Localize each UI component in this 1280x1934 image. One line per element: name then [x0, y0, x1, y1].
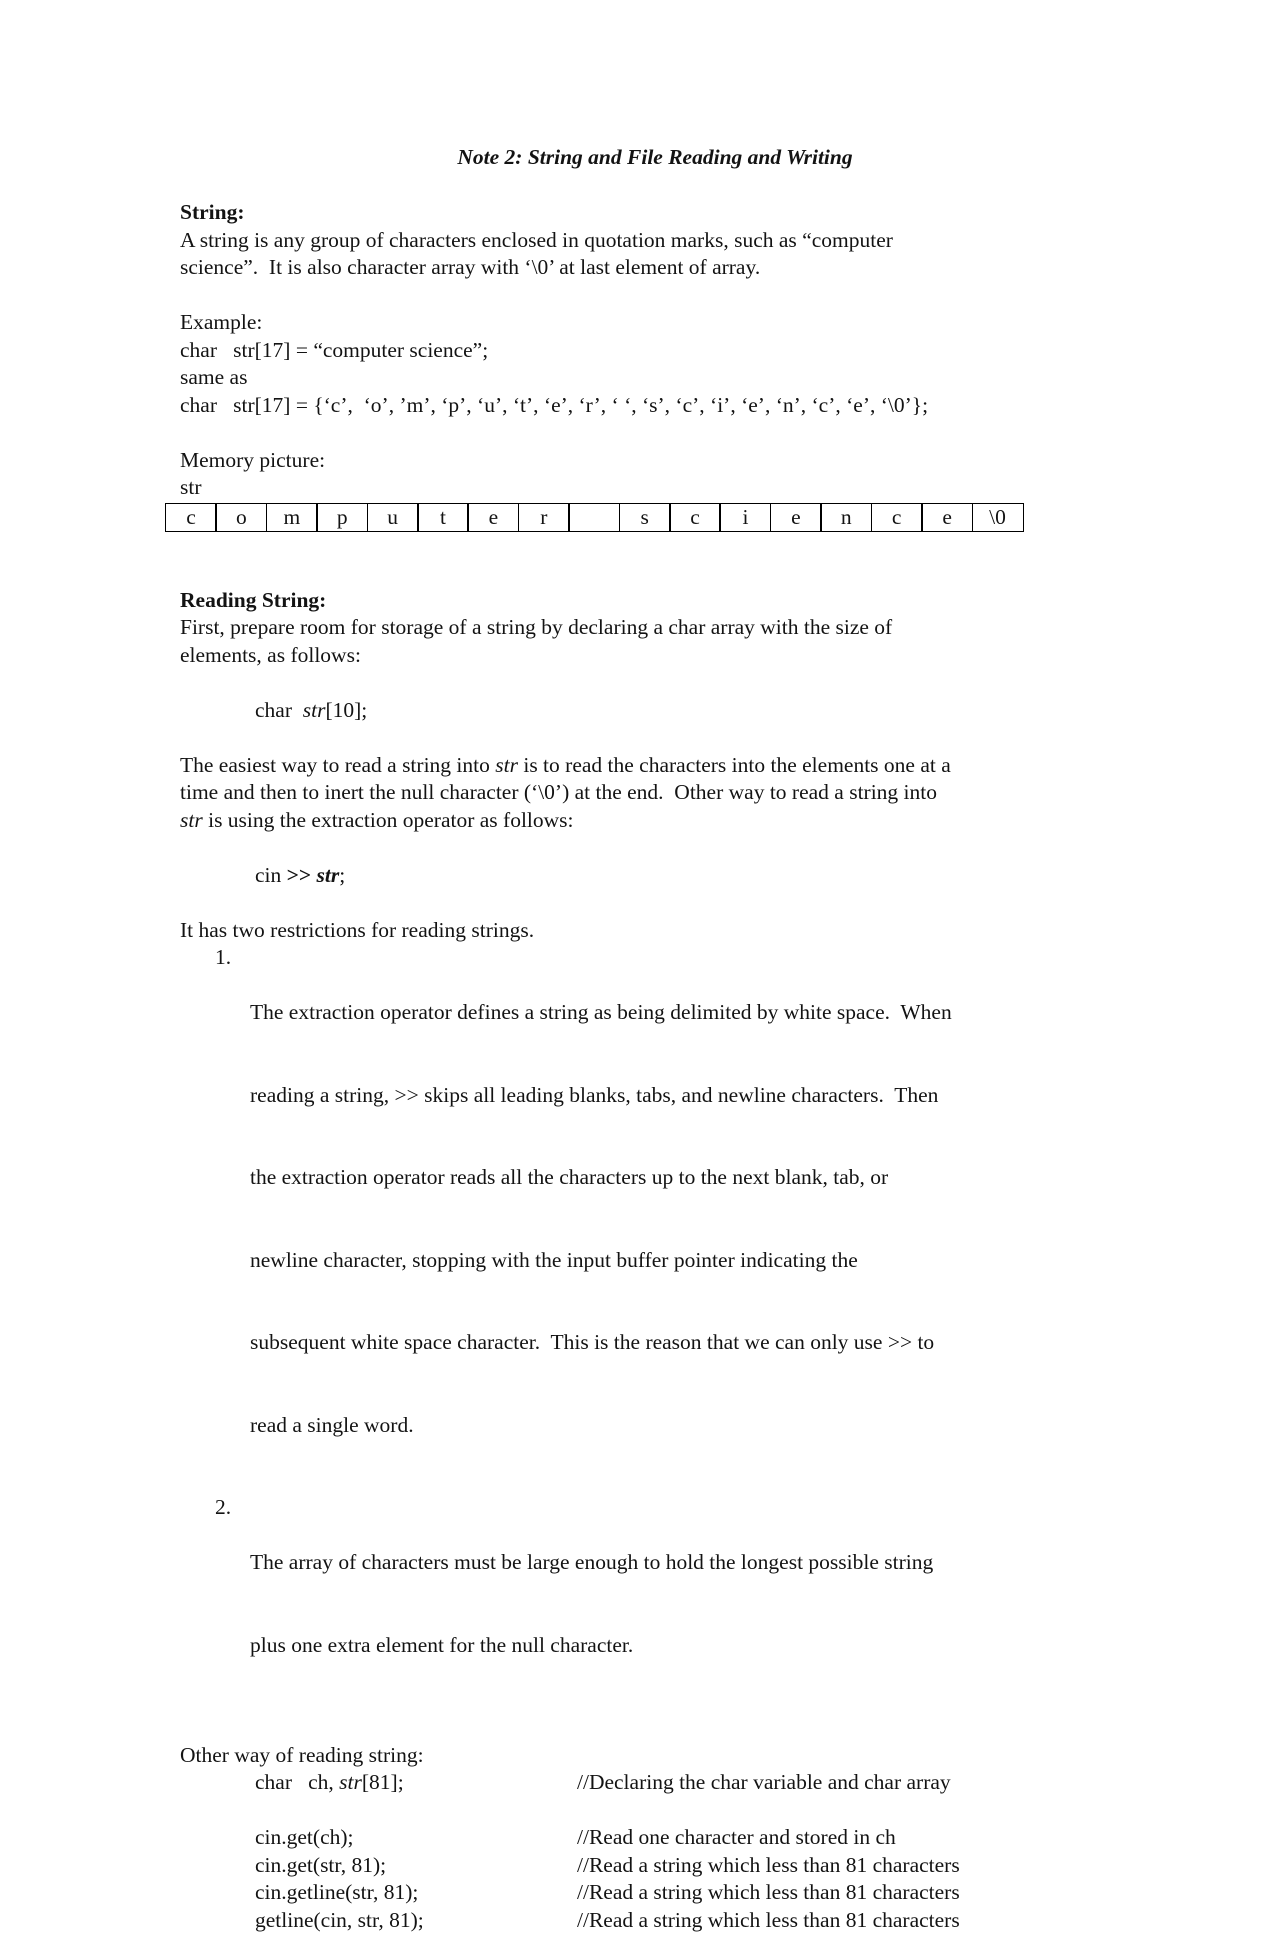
list-item [180, 944, 1130, 1494]
code-comment: //Read one character and stored in ch [577, 1824, 896, 1852]
string-paragraph-line: A string is any group of characters enclosed in quotation marks, such as “computer [180, 227, 1130, 255]
list-number: 1. [215, 944, 250, 1494]
memory-cell: c [871, 503, 923, 532]
code-comment: //Read a string which less than 81 characters [577, 1879, 960, 1907]
code-comment: //Read a string which less than 81 characters [577, 1907, 960, 1934]
memory-cell: r [518, 503, 570, 532]
var-str-italic: str [303, 698, 326, 722]
memory-cell: t [417, 503, 469, 532]
section-heading-string: String: [180, 199, 1130, 227]
extraction-operator: >> [287, 863, 317, 887]
list-number: 2. [215, 1494, 250, 1714]
code-cin-extraction: cin >> str; [180, 862, 1130, 890]
example-label: Example: [180, 309, 1130, 337]
list-item-line: the extraction operator reads all the characters up to the next blank, tab, or [250, 1164, 952, 1192]
easiest-way-line: str is using the extraction operator as follows: [180, 807, 1130, 835]
example-decl-line: char str[17] = “computer science”; [180, 337, 1130, 365]
code-comment-row [180, 1879, 1130, 1907]
memory-var-name: str [180, 474, 1130, 502]
list-item-line: plus one extra element for the null character. [250, 1632, 933, 1660]
easiest-way-line: The easiest way to read a string into str is to read the characters into the elements one at a [180, 752, 1130, 780]
code-char-ch-str81: char ch, str[81]; [255, 1769, 577, 1797]
code-comment-row [180, 1769, 1130, 1797]
other-way-heading: Other way of reading string: [180, 1742, 1130, 1770]
list-item-line: read a single word. [250, 1412, 952, 1440]
list-item-line: The extraction operator defines a string as being delimited by white space. When [250, 999, 952, 1027]
var-str-italic: str [339, 1770, 362, 1794]
memory-cell: s [619, 503, 671, 532]
var-str-italic: str [495, 753, 518, 777]
code-comment-row [180, 1907, 1130, 1934]
memory-cell: p [316, 503, 368, 532]
code-line: getline(cin, str, 81); [255, 1907, 577, 1934]
example-array-line: char str[17] = {‘c’, ‘o’, ’m’, ‘p’, ‘u’, ‘t’, ‘e’, ‘r’, ‘ ‘, ‘s’, ‘c’, ‘i’, ‘e’, ‘n’, ‘c’, ‘e’, ‘\0’}; [180, 392, 1130, 420]
memory-cell-null: \0 [972, 503, 1024, 532]
code-comment: //Read a string which less than 81 characters [577, 1852, 960, 1880]
code-comment-row [180, 1852, 1130, 1880]
memory-table [165, 503, 1049, 532]
memory-cell: o [215, 503, 267, 532]
code-char-str10: char str[10]; [180, 697, 1130, 725]
list-item [180, 1494, 1130, 1714]
page-title: Note 2: String and File Reading and Writing [180, 144, 1130, 172]
memory-cell-blank [568, 503, 620, 532]
memory-cell: m [266, 503, 318, 532]
code-comment-row [180, 1824, 1130, 1852]
memory-cell: u [367, 503, 419, 532]
var-str-italic: str [180, 808, 203, 832]
memory-cell: e [770, 503, 822, 532]
easiest-way-line: time and then to inert the null character (‘\0’) at the end. Other way to read a string into [180, 779, 1130, 807]
section-heading-reading-string: Reading String: [180, 587, 1130, 615]
code-line: cin.get(str, 81); [255, 1852, 577, 1880]
list-item-line: The array of characters must be large enough to hold the longest possible string [250, 1549, 933, 1577]
code-comment: //Declaring the char variable and char array [577, 1769, 951, 1797]
var-str-bold-italic: str [317, 863, 340, 887]
reading-intro-line: elements, as follows: [180, 642, 1130, 670]
memory-cell: e [921, 503, 973, 532]
reading-intro-line: First, prepare room for storage of a string by declaring a char array with the size of [180, 614, 1130, 642]
code-line: cin.getline(str, 81); [255, 1879, 577, 1907]
code-line: cin.get(ch); [255, 1824, 577, 1852]
restrictions-intro: It has two restrictions for reading strings. [180, 917, 1130, 945]
memory-cell: n [820, 503, 872, 532]
list-item-line: subsequent white space character. This is the reason that we can only use >> to [250, 1329, 952, 1357]
memory-cell: c [669, 503, 721, 532]
memory-cell: e [467, 503, 519, 532]
memory-cell: i [719, 503, 771, 532]
memory-picture-label: Memory picture: [180, 447, 1130, 475]
list-item-line: reading a string, >> skips all leading blanks, tabs, and newline characters. Then [250, 1082, 952, 1110]
example-same-as: same as [180, 364, 1130, 392]
memory-cell: c [165, 503, 217, 532]
string-paragraph-line: science”. It is also character array with ‘\0’ at last element of array. [180, 254, 1130, 282]
list-item-line: newline character, stopping with the input buffer pointer indicating the [250, 1247, 952, 1275]
